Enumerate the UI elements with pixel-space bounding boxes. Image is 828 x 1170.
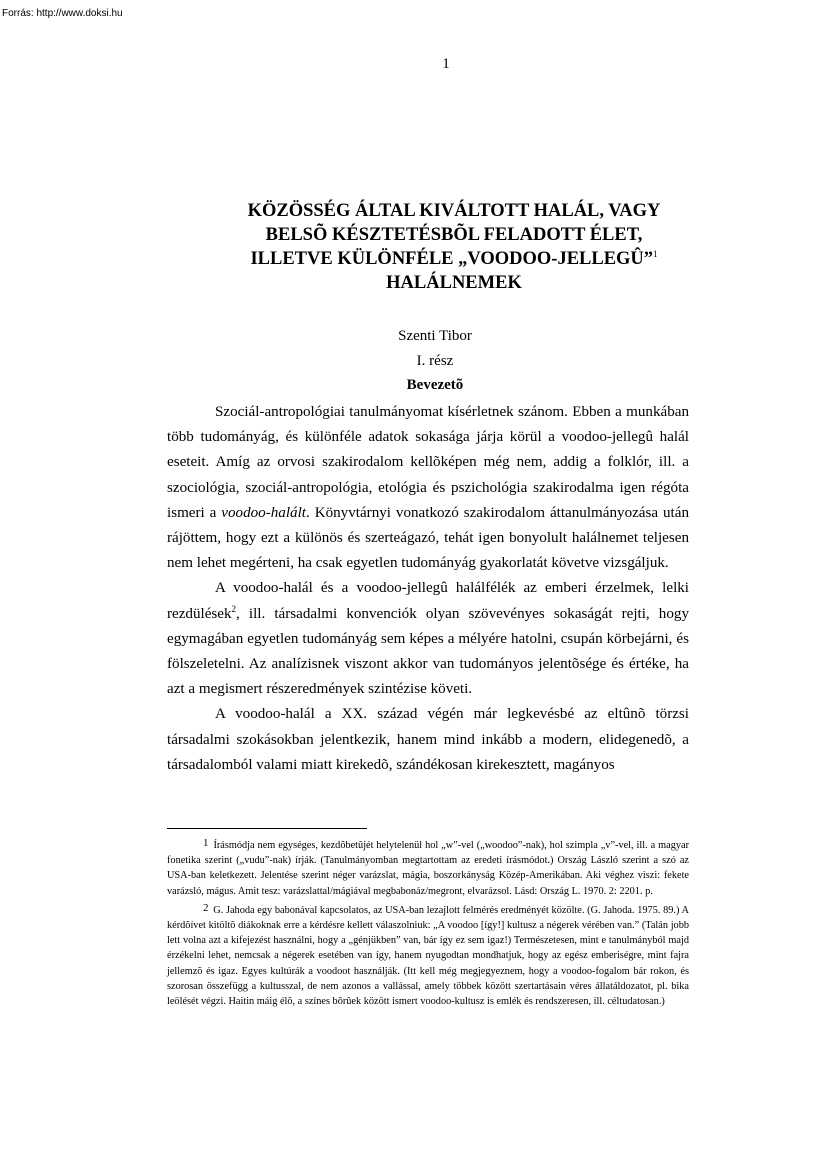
footnote: 2 G. Jahoda egy babonával kapcsolatos, az USA-ban lezajlott felmérés eredményét közölte. (G. Jahoda. 1975. 89.) A kérdõívet kitöltõ diákoknak erre a kérdésre kellett válaszolniuk: „A voodoo [így!] kultusz a négerek vérében van.” (Talán jobb lett volna azt a kifejezést használni, hogy a „génjükben” van, bár így ez sem igaz!) Természetesen, mint e tanulmányból majd érzékelni lehet, nemcsak a négerek esetében van így, hanem nyugodtan mondhatjuk, hogy az egész emberiségre, mint fajra jellemzõ és igaz. Egyes kultúrák a voodoot használják. (Itt kell még megjegyeznem, hogy a voodoo-fogalom bár rokon, és szorosan összefügg a kultusszal, de nem azonos a vallással, amely többek között szertartásain véres állatáldozatot, pl. bika leölését végzi. Haitin máig élõ, a színes bõrûek között ismert voodoo-kultusz is emlék és rendszeresen, ill. céltudatosan.) xyxy=(167,901,689,1008)
footnote-divider xyxy=(167,828,367,829)
title-line: BELSÕ KÉSZTETÉSBÕL FELADOTT ÉLET, xyxy=(265,225,643,245)
footnote-ref[interactable]: 1 xyxy=(653,248,658,259)
document-title xyxy=(196,199,712,295)
paragraph: A voodoo-halál a XX. század végén már legkevésbé az eltûnõ törzsi társadalmi szokásokban jelentkezik, hanem mind inkább a modern, elidegenedõ, a társadalomból valami miatt kirekedõ, szándékosan kirekesztett, magányos xyxy=(167,706,689,773)
title-line: KÖZÖSSÉG ÁLTAL KIVÁLTOTT HALÁL, VAGY xyxy=(247,201,661,221)
part-label: I. rész xyxy=(416,353,454,369)
emphasis: voodoo-halált xyxy=(221,504,306,521)
footnote-number: 1 xyxy=(203,837,209,849)
footnote-ref[interactable]: 2 xyxy=(231,603,237,614)
page-number: 1 xyxy=(442,56,450,72)
body-text xyxy=(167,400,689,778)
section-heading: Bevezetõ xyxy=(406,377,464,393)
footnotes xyxy=(167,836,689,1011)
footnote: 1 Írásmódja nem egységes, kezdõbetûjét helytelenül hol „w”-vel („woodoo”-nak), hol szimpla „v”-vel, ill. a magyar fonetika szerint („vudu”-nak) írják. (Tanulmányomban megtartottam az eredeti írásmódot.) Ország László szerint a szó az USA-ban keletkezett. Jelentése szerint néger varázslat, mágia, boszorkányság Közép-Amerikában. Aki véghez viszi: fekete varázsló, mágus. Amit tesz: varázslattal/mágiával megbabonáz/megront, elvarázsol. Lásd: Ország L. 1970. 2: 2201. p. xyxy=(167,837,689,897)
paragraph: A voodoo-halál és a voodoo-jellegû halálfélék az emberi érzelmek, lelki rezdülések$^2$, ill. társadalmi konvenciók olyan szövevényes sokaságát rejti, hogy egymagában egyetlen tudományág sem képes a mélyére hatolni, csupán körbejárni, és fölszeletelni. Az analízisnek viszont akkor van tudományos jelentõsége és értéke, ha azt a megismert részeredmények szintézise követi. xyxy=(167,580,689,698)
source-url[interactable]: Forrás: http://www.doksi.hu xyxy=(2,8,123,19)
title-line: HALÁLNEMEK xyxy=(386,273,522,293)
title-line: ILLETVE KÜLÖNFÉLE „VOODOO-JELLEGÛ”$^1$ xyxy=(250,248,658,269)
author: Szenti Tibor xyxy=(398,328,472,344)
paragraph: Szociál-antropológiai tanulmányomat kísérletnek szánom. Ebben a munkában több tudományág, és különféle adatok sokasága járja körül a voodoo-jellegû halál eseteit. Amíg az orvosi szakirodalom kellõképen még nem, addig a folklór, ill. a szociológia, szociál-antropológia, etológia és pszichológia szakirodalma igen régóta ismeri a voodoo-halált. Könyvtárnyi vonatkozó szakirodalom áttanulmányozása után rájöttem, hogy ezt a különös és szerteágazó, tehát igen bonyolult halálnemet teljesen nem lehet megérteni, ha csak egyetlen tudományág gyakorlatát követve vizsgáljuk. xyxy=(167,404,689,572)
footnote-number: 2 xyxy=(203,901,209,914)
